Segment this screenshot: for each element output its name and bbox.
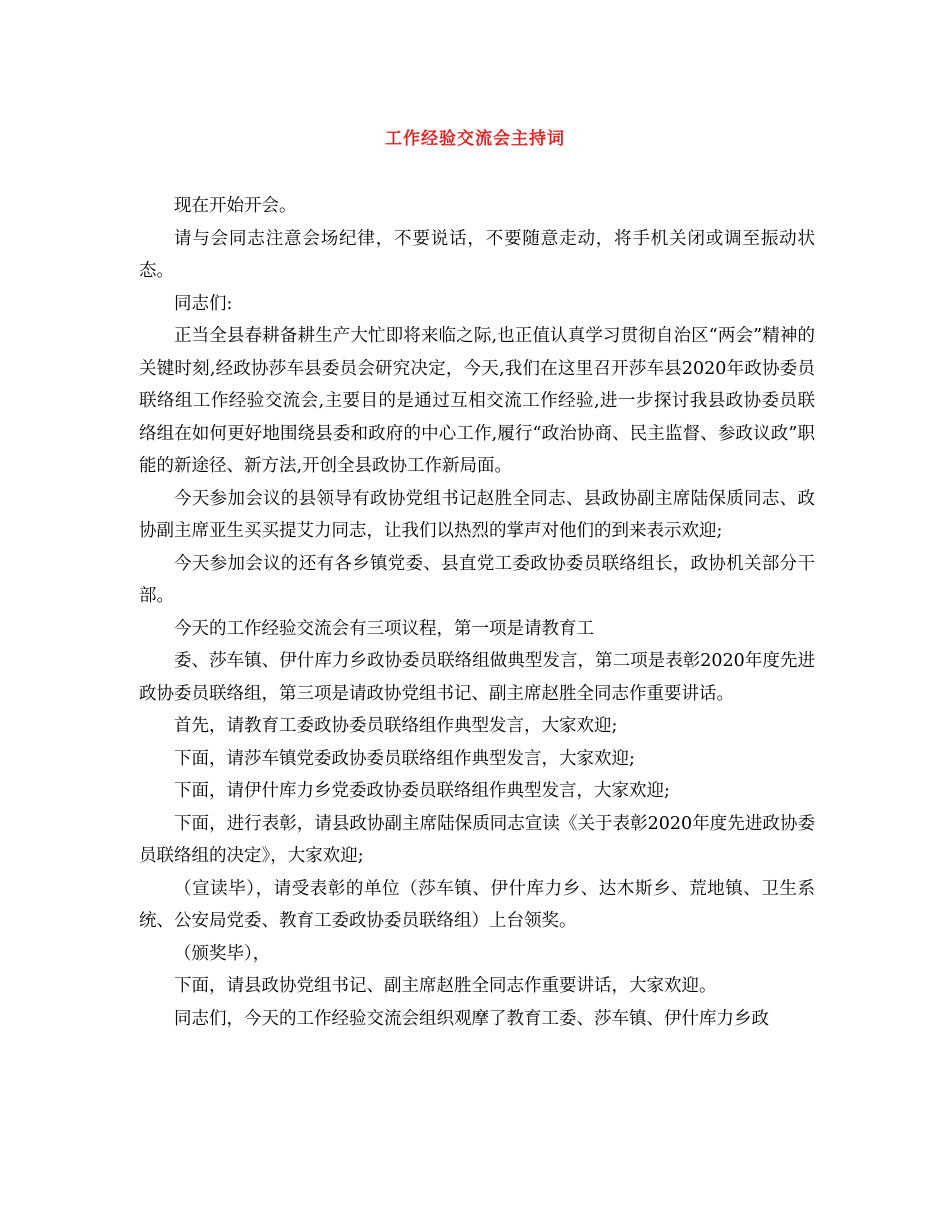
paragraph: 下面，进行表彰，请县政协副主席陆保质同志宣读《关于表彰2020年度先进政协委员联络组的决定》，大家欢迎; xyxy=(139,813,815,866)
paragraph: 下面，请莎车镇党委政协委员联络组作典型发言，大家欢迎; xyxy=(174,748,635,769)
paragraph: 今天的工作经验交流会有三项议程，第一项是请教育工 xyxy=(174,618,594,639)
paragraph: 首先，请教育工委政协委员联络组作典型发言，大家欢迎; xyxy=(174,716,618,736)
paragraph: 今天参加会议的县领导有政协党组书记赵胜全同志、县政协副主席陆保质同志、政协副主席亚生买买提艾力同志，让我们以热烈的掌声对他们的到来表示欢迎; xyxy=(139,488,815,541)
paragraph: 今天参加会议的还有各乡镇党委、县直党工委政协委员联络组长，政协机关部分干部。 xyxy=(139,553,815,606)
paragraph: 下面，请伊什库力乡党委政协委员联络组作典型发言，大家欢迎; xyxy=(174,781,670,801)
paragraph: 现在开始开会。 xyxy=(174,196,297,216)
paragraph: （颁奖毕）， xyxy=(174,943,271,964)
document-title: 工作经验交流会主持词 xyxy=(385,129,565,149)
paragraph: 正当全县春耕备耕生产大忙即将来临之际,也正值认真学习贯彻自治区“两会”精神的关键时刻,经政协莎车县委员会研究决定，今天,我们在这里召开莎车县2020年政协委员联络组工作经验交流会,主要目的是通过互相交流工作经验,进一步探讨我县政协委员联络组在如何更好地围绕县委和政府的中心工作,履行“政治协商、民主监督、参政议政”职能的新途径、新方法,开创全县政协工作新局面。 xyxy=(139,326,816,476)
paragraph: 下面，请县政协党组书记、副主席赵胜全同志作重要讲话，大家欢迎。 xyxy=(174,976,717,996)
paragraph: 请与会同志注意会场纪律，不要说话，不要随意走动，将手机关闭或调至振动状态。 xyxy=(139,228,815,281)
document-body xyxy=(139,190,815,1035)
paragraph: 同志们，今天的工作经验交流会组织观摩了教育工委、莎车镇、伊什库力乡政 xyxy=(174,1008,769,1029)
paragraph: （宣读毕），请受表彰的单位（莎车镇、伊什库力乡、达木斯乡、荒地镇、卫生系统、公安局党委、教育工委政协委员联络组）上台领奖。 xyxy=(139,878,815,931)
paragraph: 同志们: xyxy=(174,293,233,314)
paragraph: 委、莎车镇、伊什库力乡政协委员联络组做典型发言，第二项是表彰2020年度先进政协委员联络组，第三项是请政协党组书记、副主席赵胜全同志作重要讲话。 xyxy=(139,651,815,704)
